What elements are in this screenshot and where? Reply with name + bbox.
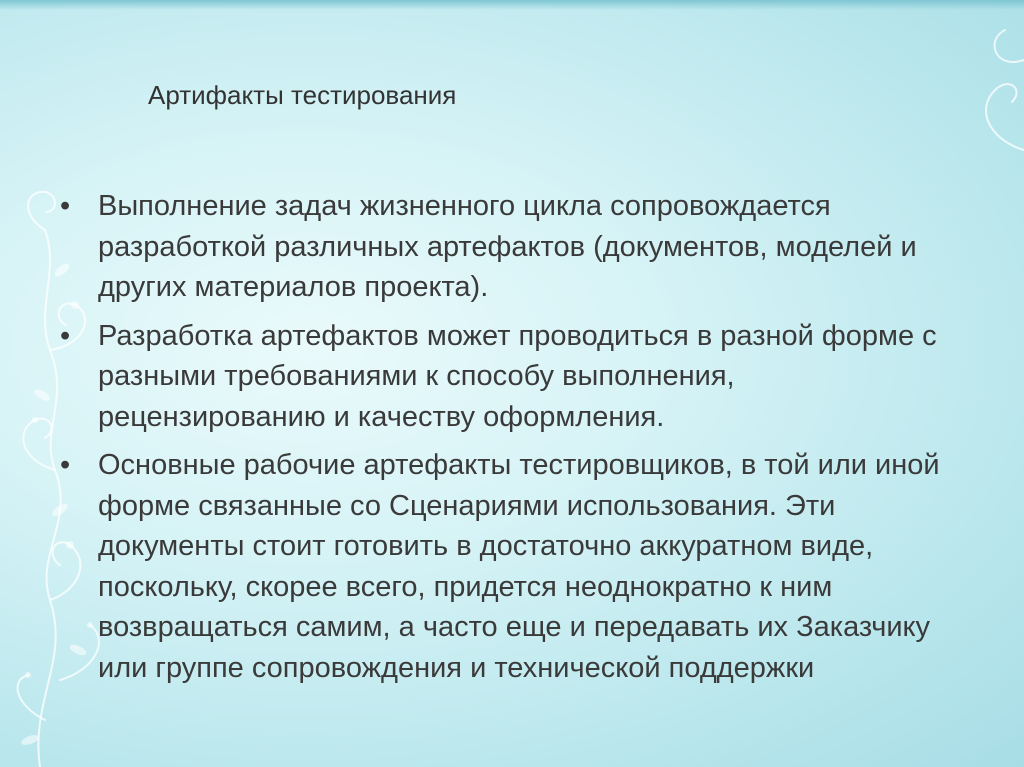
bullet-item [60,186,960,308]
bullet-text: Разработка артефактов может проводиться в разной форме с разными требованиями к способу выполнения, рецензированию и качеству оформления. [98,319,937,433]
bullet-text: Выполнение задач жизненного цикла сопровождается разработкой различных артефактов (документов, моделей и других материалов проекта). [98,190,917,303]
bullet-item [60,445,960,688]
bullet-marker: • [60,319,71,352]
bullet-item [60,316,960,438]
bullet-list [60,186,960,696]
slide-title: Артифакты тестирования [148,80,457,110]
top-frame-border [0,0,1024,10]
bullet-marker: • [60,190,71,222]
bullet-marker: • [60,449,71,481]
bullet-text: Основные рабочие артефакты тестировщиков, в той или иной форме связанные со Сценариями использования. Эти документы стоит готовить в достаточно аккуратном виде, поскольку, скорее всего, придется неоднократно к ним возвращаться самим, а часто еще и передавать их Заказчику или группе сопровождения и технической поддержки [98,449,940,684]
